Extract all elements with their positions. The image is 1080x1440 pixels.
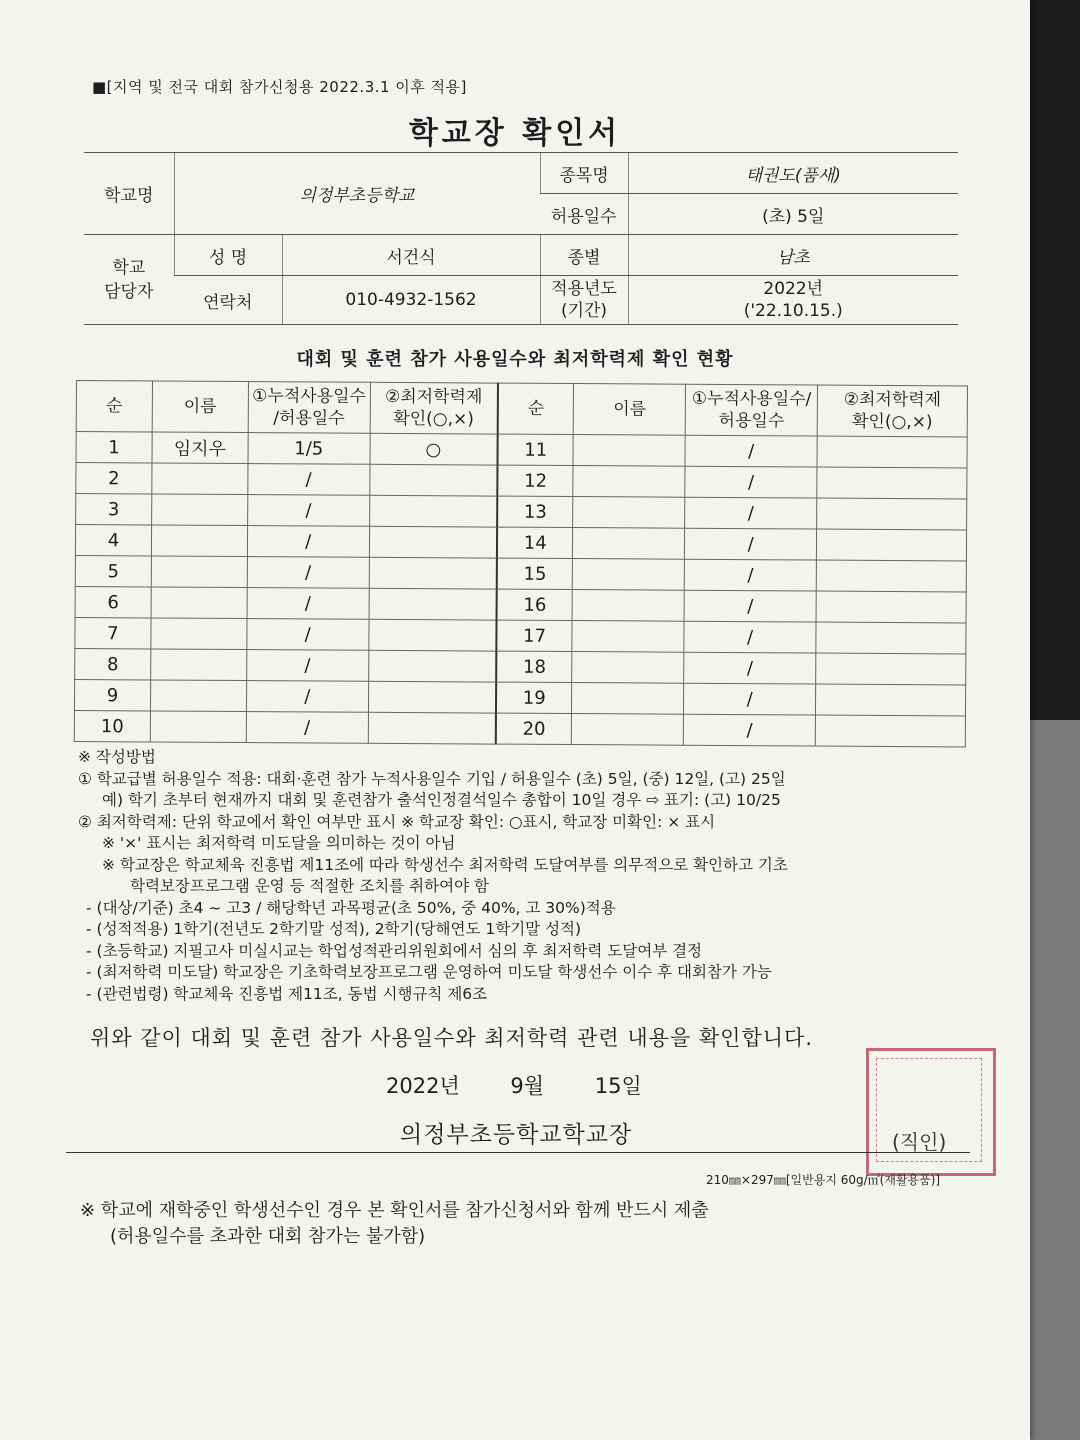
row-name (573, 466, 685, 498)
table-subtitle: 대회 및 훈련 참가 사용일수와 최저학력제 확인 현황 (296, 349, 734, 370)
row-no: 3 (76, 494, 152, 525)
row-no: 7 (75, 617, 151, 648)
header-check: ②최저학력제 확인(○,×) (370, 382, 498, 434)
row-check (817, 436, 967, 468)
row-check (816, 684, 966, 716)
detail-1: - (대상/기준) 초4 ~ 고3 / 해당학년 과목평균(초 50%, 중 40%, 고 30%)적용 (86, 898, 616, 917)
row-check (368, 681, 496, 713)
row-check (368, 619, 496, 651)
row-check (369, 557, 497, 589)
row-days: / (247, 619, 369, 651)
participation-table (74, 380, 968, 747)
row-days: / (247, 588, 369, 620)
row-name (151, 618, 247, 650)
row-check (368, 650, 496, 682)
row-name (572, 590, 684, 622)
row-days: / (685, 497, 817, 529)
paper-spec: 210㎜×297㎜[일반용지 60g/㎡(재활용품)] (706, 1173, 941, 1187)
header-days-2: ①누적사용일수/ 허용일수 (685, 384, 817, 436)
row-days: / (246, 650, 368, 682)
row-name (151, 556, 247, 588)
row-name (572, 621, 684, 653)
row-check (817, 498, 967, 530)
row-check (816, 653, 966, 685)
row-check (816, 591, 966, 623)
row-no: 13 (497, 496, 573, 527)
note-2-b-cont: 학력보장프로그램 운영 등 적절한 조치를 취하여야 함 (130, 877, 489, 895)
confirmation-statement: 위와 같이 대회 및 훈련 참가 사용일수와 최저학력 관련 내용을 확인합니다. (90, 1026, 814, 1050)
row-name (150, 711, 246, 743)
row-check: ○ (370, 433, 498, 465)
row-name (573, 528, 685, 560)
row-days: / (247, 557, 369, 589)
row-days: / (247, 495, 369, 527)
row-name (573, 435, 685, 467)
row-days: / (684, 621, 816, 653)
row-days: / (684, 714, 816, 746)
row-no: 1 (76, 432, 152, 463)
row-days: / (248, 464, 370, 496)
row-no: 4 (75, 525, 151, 556)
name-label: 성 명 (174, 235, 282, 276)
school-value: 의정부초등학교 (174, 153, 540, 235)
row-no: 2 (76, 463, 152, 494)
note-1-example: 예) 학기 초부터 현재까지 대회 및 훈련참가 출석인정결석일수 총합이 10일 경우 ⇨ 표기: (고) 10/25 (102, 791, 781, 809)
row-no: 6 (75, 586, 151, 617)
row-no: 14 (497, 527, 573, 558)
final-note (80, 1198, 709, 1250)
year-label: 적용년도 (기간) (540, 276, 628, 325)
allowed-days-value: (초) 5일 (628, 194, 958, 235)
row-check (368, 712, 496, 744)
detail-4: - (최저학력 미도달) 학교장은 기초학력보장프로그램 운영하여 미도달 학생선수 이수 후 대회참가 가능 (86, 963, 772, 981)
note-2-a: ※ '×' 표시는 최저학력 미도달을 의미하는 것이 아님 (102, 834, 456, 852)
row-days: / (685, 528, 817, 560)
row-name (573, 497, 685, 529)
document-title: 학교장 확인서 (408, 116, 622, 151)
school-label: 학교명 (84, 153, 174, 235)
row-no: 18 (496, 651, 572, 682)
header-check-2: ②최저학력제 확인(○,×) (817, 385, 967, 437)
detail-5: - (관련법령) 학교체육 진흥법 제11조, 동법 시행규칙 제6조 (86, 984, 488, 1003)
row-no: 9 (74, 679, 150, 710)
contact-value: 010-4932-1562 (282, 276, 540, 325)
school-info-table (84, 152, 958, 325)
row-name: 임지우 (152, 432, 248, 464)
row-no: 15 (497, 558, 573, 589)
date-month: 9월 (510, 1074, 545, 1098)
table-row (74, 710, 965, 746)
row-days: 1/5 (248, 433, 370, 465)
row-no: 11 (498, 434, 574, 465)
header-days: ①누적사용일수 /허용일수 (248, 382, 370, 434)
row-no: 19 (496, 682, 572, 713)
category-label: 종별 (540, 235, 628, 276)
final-note-line-1: ※ 학교에 재학중인 학생선수인 경우 본 확인서를 참가신청서와 함께 반드시 제출 (80, 1200, 709, 1221)
row-name (152, 494, 248, 526)
event-value: 태권도(품새) (628, 153, 958, 194)
row-name (150, 680, 246, 712)
row-check (369, 464, 497, 496)
row-no: 16 (497, 589, 573, 620)
note-2: ② 최저학력제: 단위 학교에서 확인 여부만 표시 ※ 학교장 확인: ○표시, 학교장 미확인: × 표시 (78, 812, 716, 831)
row-name (572, 714, 684, 746)
row-name (572, 683, 684, 715)
notes-heading: ※ 작성방법 (78, 748, 156, 766)
row-no: 10 (74, 710, 150, 741)
form-caption: ■[지역 및 전국 대회 참가신청용 2022.3.1 이후 적용] (92, 78, 467, 96)
row-days: / (685, 466, 817, 498)
header-no: 순 (76, 381, 152, 432)
row-days: / (246, 712, 368, 744)
row-days: / (246, 681, 368, 713)
row-check (369, 526, 497, 558)
principal-signature: 의정부초등학교학교장 (400, 1122, 633, 1148)
final-note-line-2: (허용일수를 초과한 대회 참가는 불가함) (110, 1226, 426, 1247)
row-check (817, 529, 967, 561)
date-day: 15일 (594, 1074, 642, 1098)
row-name (151, 649, 247, 681)
row-name (152, 463, 248, 495)
row-days: / (684, 590, 816, 622)
row-check (816, 622, 966, 654)
row-days: / (247, 526, 369, 558)
header-name-2: 이름 (574, 384, 686, 436)
row-name (151, 525, 247, 557)
manager-label: 학교 담당자 (84, 235, 174, 325)
row-check (369, 588, 497, 620)
row-check (816, 560, 966, 592)
note-1: ① 학교급별 허용일수 적용: 대회·훈련 참가 누적사용일수 기입 / 허용일수 (초) 5일, (중) 12일, (고) 25일 (78, 769, 786, 788)
issue-date (386, 1070, 686, 1100)
row-days: / (684, 683, 816, 715)
detail-2: - (성적적용) 1학기(전년도 2학기말 성적), 2학기(당해연도 1학기말 성적) (86, 920, 582, 938)
row-days: / (685, 435, 817, 467)
header-no-2: 순 (498, 383, 574, 434)
allowed-days-label: 허용일수 (540, 194, 628, 235)
event-label: 종목명 (540, 153, 628, 194)
divider (66, 1152, 970, 1153)
header-name: 이름 (152, 381, 248, 433)
row-days: / (684, 559, 816, 591)
year-value: 2022년 ('22.10.15.) (628, 276, 958, 325)
category-value: 남초 (628, 235, 958, 276)
seal-label: (직인) (892, 1130, 947, 1154)
row-no: 12 (497, 465, 573, 496)
row-check (369, 495, 497, 527)
instructions (78, 747, 978, 1005)
row-name (572, 652, 684, 684)
row-name (151, 587, 247, 619)
note-2-b: ※ 학교장은 학교체육 진흥법 제11조에 따라 학생선수 최저학력 도달여부를 의무적으로 확인하고 기초 (102, 855, 788, 874)
row-no: 5 (75, 555, 151, 586)
row-name (573, 559, 685, 591)
row-no: 20 (496, 713, 572, 744)
row-no: 8 (75, 648, 151, 679)
name-value: 서건식 (282, 235, 540, 276)
row-no: 17 (496, 620, 572, 651)
row-check (815, 715, 965, 747)
contact-label: 연락처 (174, 276, 282, 325)
row-days: / (684, 652, 816, 684)
date-year: 2022년 (386, 1074, 460, 1098)
detail-3: - (초등학교) 지필고사 미실시교는 학업성적관리위원회에서 심의 후 최저학력 도달여부 결정 (86, 941, 703, 960)
row-check (817, 467, 967, 499)
